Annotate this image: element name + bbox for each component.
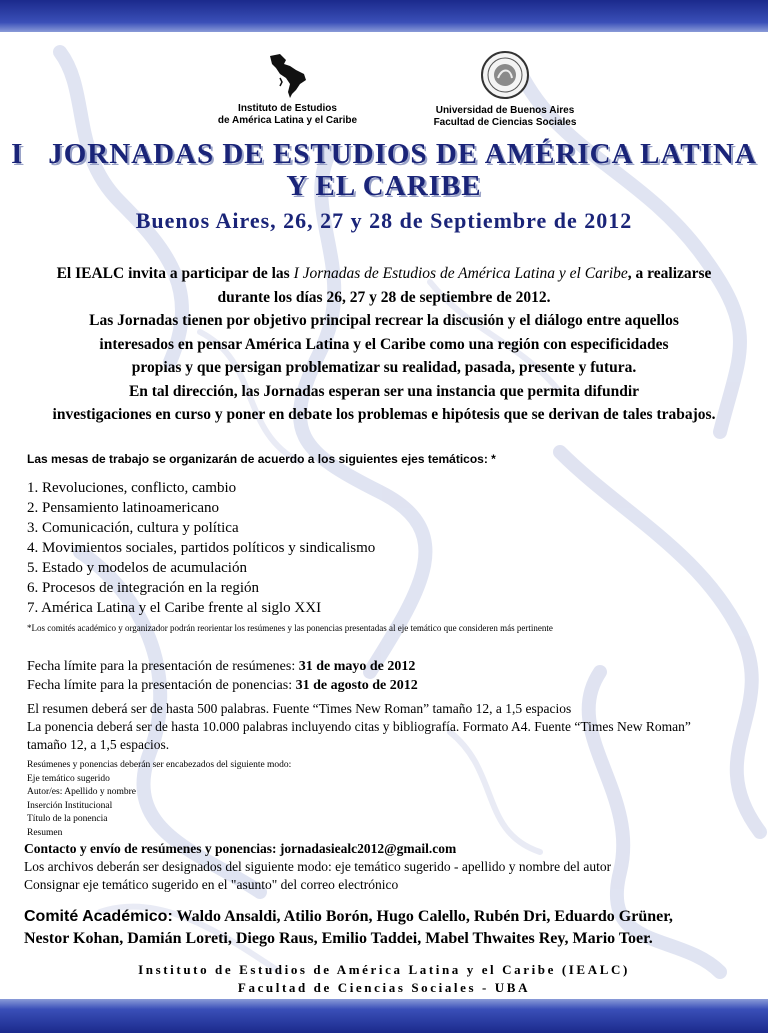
list-item: 7. América Latina y el Caribe frente al siglo XXI (27, 600, 322, 616)
list-item: Inserción Institucional (27, 800, 113, 811)
list-item: Resúmenes y ponencias deberán ser encabezados del siguiente modo: (27, 760, 292, 770)
ejes-footnote: *Los comités académico y organizador podrán reorientar los resúmenes y las ponencias presentadas al eje temático que consideren más pertinente (27, 623, 553, 633)
deadline-resumenes-date: 31 de mayo de 2012 (298, 659, 416, 674)
uba-seal-icon (480, 50, 530, 100)
page-title (0, 138, 768, 202)
bottom-banner (0, 999, 768, 1033)
deadline-resumenes-label: Fecha límite para la presentación de resúmenes: (27, 659, 299, 674)
footer-line1: Instituto de Estudios de América Latina y el Caribe (IEALC) (138, 962, 630, 977)
list-item: Resumen (27, 827, 63, 838)
list-item: 2. Pensamiento latinoamericano (27, 500, 220, 516)
footer-line2: Facultad de Ciencias Sociales - UBA (237, 980, 531, 995)
committee-names-1: Waldo Ansaldi, Atilio Borón, Hugo Calello, Rubén Dri, Eduardo Grüner, (172, 908, 673, 925)
intro-p1-b: , a realizarse (627, 265, 712, 282)
contact-naming-line: Los archivos deberán ser designados del siguiente modo: eje temático sugerido - apellido y nombre del autor (24, 859, 612, 874)
list-item: 5. Estado y modelos de acumulación (27, 560, 247, 576)
intro-p3-line1: En tal dirección, las Jornadas esperan ser una instancia que permita difundir (128, 382, 640, 400)
committee-label: Comité Académico: (24, 908, 173, 925)
list-item: 3. Comunicación, cultura y política (27, 520, 239, 536)
format-line3: tamaño 12, a 1,5 espacios. (27, 737, 170, 752)
uba-logo-block (415, 50, 595, 129)
intro-p2-line2: interesados en pensar América Latina y el Caribe como una región con especificidades (99, 335, 669, 353)
format-line2: La ponencia deberá ser de hasta 10.000 palabras incluyendo citas y bibliografía. Formato A4. Fuente “Times New Roman” (27, 719, 691, 734)
ejes-list (27, 478, 375, 618)
ieal-caption-line1: Instituto de Estudios (238, 103, 337, 114)
intro-p1-line2: durante los días 26, 27 y 28 de septiembre de 2012. (217, 288, 551, 306)
latin-america-map-icon (266, 52, 310, 98)
deadline-ponencias (27, 676, 418, 695)
committee-names-2: Nestor Kohan, Damián Loreti, Diego Raus, Emilio Taddei, Mabel Thwaites Rey, Mario Toer. (24, 930, 653, 947)
list-item: Autor/es: Apellido y nombre (27, 787, 136, 797)
intro-event-name: I Jornadas de Estudios de América Latina y el Caribe (293, 265, 628, 282)
footer-institution (0, 961, 768, 997)
intro-p2-line3: propias y que persigan problematizar su realidad, pasada, presente y futura. (131, 359, 637, 376)
list-item: 1. Revoluciones, conflicto, cambio (27, 480, 237, 496)
list-item: 4. Movimientos sociales, partidos políticos y sindicalismo (27, 540, 376, 556)
uba-caption-line1: Universidad de Buenos Aires (435, 105, 575, 116)
contact-info (24, 840, 744, 894)
list-item: 6. Procesos de integración en la región (27, 580, 260, 596)
intro-p1-line1 (20, 262, 748, 286)
title-line2: Y EL CARIBE (286, 170, 482, 202)
deadline-ponencias-date: 31 de agosto de 2012 (295, 678, 418, 693)
contact-email-line: Contacto y envío de resúmenes y ponencias: jornadasiealc2012@gmail.com (24, 841, 457, 856)
ieal-logo-block (200, 52, 375, 127)
intro-p3-line2: investigaciones en curso y poner en debate los problemas e hipótesis que se derivan de tales trabajos. (52, 406, 716, 423)
deadline-ponencias-label: Fecha límite para la presentación de ponencias: (27, 678, 296, 693)
intro-text (20, 262, 748, 427)
deadlines (27, 657, 418, 695)
list-item: Eje temático sugerido (27, 773, 110, 784)
academic-committee (24, 906, 744, 950)
title-line1: I JORNADAS DE ESTUDIOS DE AMÉRICA LATINA (11, 138, 757, 170)
mesas-heading: Las mesas de trabajo se organizarán de acuerdo a los siguientes ejes temáticos: * (27, 452, 496, 466)
event-date-subtitle: Buenos Aires, 26, 27 y 28 de Septiembre de 2012 (135, 208, 633, 233)
committee-line1 (24, 906, 744, 928)
format-requirements (27, 700, 747, 754)
contact-subject-line: Consignar eje temático sugerido en el "asunto" del correo electrónico (24, 877, 399, 892)
format-line1: El resumen deberá ser de hasta 500 palabras. Fuente “Times New Roman” tamaño 12, a 1,5 espacios (27, 701, 572, 716)
uba-caption-line2: Facultad de Ciencias Sociales (433, 117, 577, 128)
ieal-caption-line2: de América Latina y el Caribe (217, 115, 358, 126)
intro-p1-a: El IEALC invita a participar de las (56, 265, 294, 282)
header-format-list (27, 759, 291, 840)
deadline-resumenes (27, 657, 418, 676)
list-item: Título de la ponencia (27, 814, 108, 824)
intro-p2-line1: Las Jornadas tienen por objetivo principal recrear la discusión y el diálogo entre aquellos (89, 312, 679, 329)
